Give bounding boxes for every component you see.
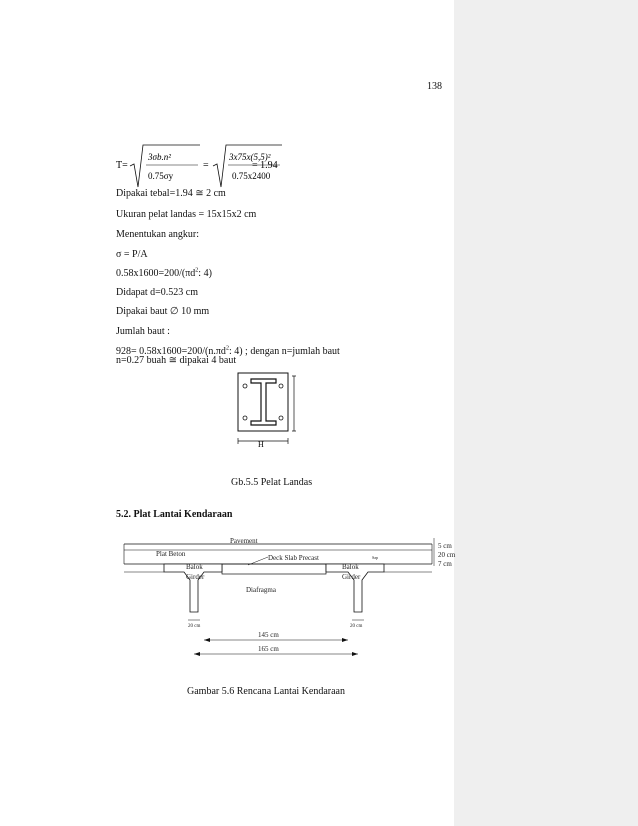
- dimension-label: H: [258, 440, 264, 449]
- bolt-hole-icon: [279, 416, 283, 420]
- superscript: 2: [225, 345, 229, 352]
- text-line: Ukuran pelat landas = 15x15x2 cm: [116, 209, 257, 220]
- label-plat-beton: Plat Beton: [156, 550, 186, 558]
- label-deck-slab: Deck Slab Precast: [268, 554, 319, 562]
- text-segment: : 4): [198, 268, 212, 279]
- vertical-dimension-line: [292, 376, 296, 431]
- label-balok-left-2: Girder: [186, 573, 205, 581]
- label-balok-right-2: Girder: [342, 573, 361, 581]
- section-heading: 5.2. Plat Lantai Kendaraan: [116, 509, 233, 520]
- text-line: Dipakai tebal=1.94 ≅ 2 cm: [116, 188, 226, 199]
- comment-sidebar: [454, 0, 638, 826]
- text-line: [116, 268, 212, 279]
- label-dim-5cm: 5 cm: [438, 542, 452, 550]
- text-segment: 928= 0.58x1600=200/(n.πd: [116, 346, 226, 357]
- page-number: 138: [427, 81, 442, 92]
- right-girder-section: [326, 564, 384, 612]
- label-diafragma: Diafragma: [246, 586, 276, 594]
- text-line: Menentukan angkur:: [116, 229, 200, 240]
- label-pavement: Pavement: [230, 537, 258, 545]
- formula-denominator-2: 0.75x2400: [232, 171, 271, 181]
- deck-slab-section-diagram: [118, 534, 458, 664]
- formula-lhs: T=: [116, 160, 128, 171]
- deck-slab-precast-panel: [222, 564, 326, 574]
- text-segment: 0.58x1600=200/(πd: [116, 268, 196, 279]
- bolt-hole-icon: [243, 416, 247, 420]
- text-line: Jumlah baut :: [116, 326, 170, 337]
- formula-denominator-1: 0.75σy: [148, 171, 174, 181]
- text-line: σ = P/A: [116, 249, 148, 260]
- text-segment: : 4) ; dengan n=jumlah baut: [228, 346, 340, 357]
- formula-result: = 1.94: [252, 160, 278, 171]
- label-dim-20cm: 20 cm: [438, 551, 456, 559]
- formula-T: [116, 141, 306, 189]
- label-web-left: 20 cm: [188, 624, 201, 629]
- label-small: Sap: [372, 555, 378, 560]
- superscript: 2: [195, 267, 199, 274]
- text-line: Dipakai baut ∅ 10 mm: [116, 306, 210, 317]
- label-balok-right-1: Balok: [342, 563, 359, 571]
- text-line: n=0.27 buah ≅ dipakai 4 baut: [116, 355, 237, 366]
- i-beam-section: [251, 379, 276, 425]
- label-balok-left-1: Balok: [186, 563, 203, 571]
- figure-caption: Gambar 5.6 Rencana Lantai Kendaraan: [187, 686, 345, 697]
- base-plate-drawing: [236, 371, 304, 453]
- formula-equals: =: [203, 160, 209, 171]
- bolt-hole-icon: [279, 384, 283, 388]
- label-span-145: 145 cm: [258, 631, 279, 639]
- left-girder-section: [164, 564, 222, 612]
- label-dim-7cm: 7 cm: [438, 560, 452, 568]
- figure-caption: Gb.5.5 Pelat Landas: [231, 477, 313, 488]
- bolt-hole-icon: [243, 384, 247, 388]
- formula-numerator-1: 3σb.n²: [148, 152, 171, 162]
- label-span-165: 165 cm: [258, 645, 279, 653]
- text-line: Didapat d=0.523 cm: [116, 287, 199, 298]
- formula-numerator-2: 3x75x(5,5)²: [229, 152, 271, 162]
- label-web-right: 20 cm: [350, 624, 363, 629]
